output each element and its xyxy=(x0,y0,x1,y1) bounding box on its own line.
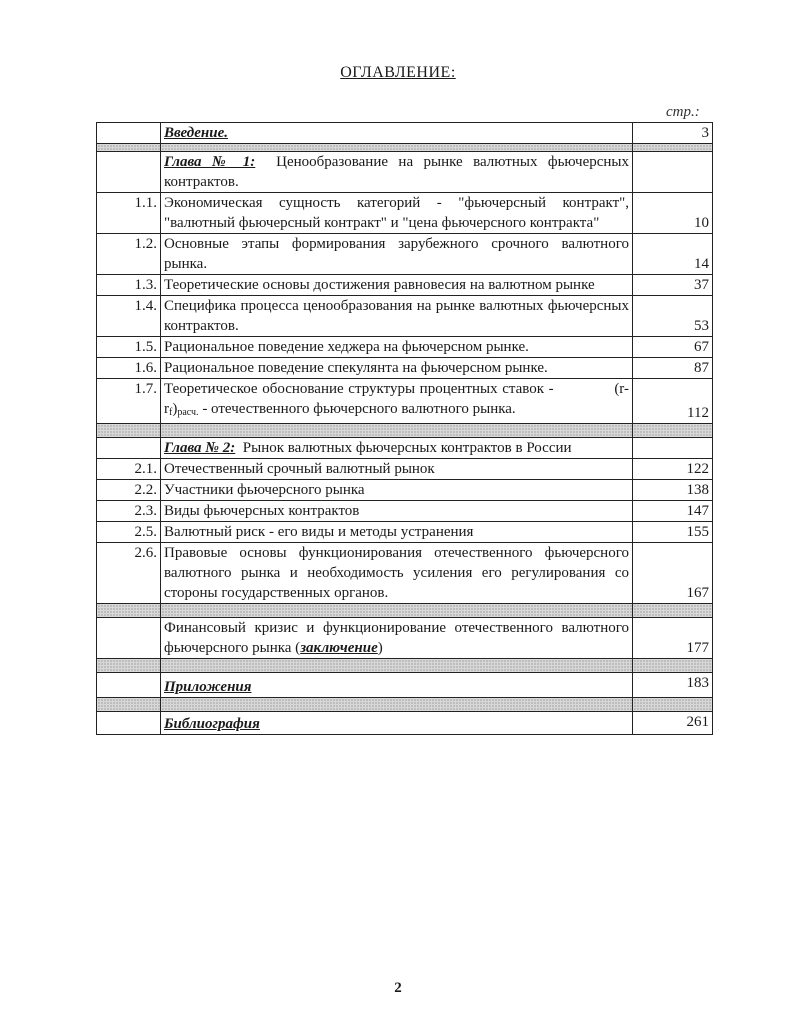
toc-separator xyxy=(97,424,713,438)
toc-num: 1.1. xyxy=(97,193,161,234)
toc-num: 1.7. xyxy=(97,379,161,424)
toc-row-section xyxy=(97,459,713,480)
toc-page: 183 xyxy=(633,673,713,698)
toc-separator xyxy=(97,659,713,673)
toc-num: 1.6. xyxy=(97,358,161,379)
toc-page: 112 xyxy=(633,379,713,424)
chapter1-sections xyxy=(97,193,713,379)
chapter1-title: Ценообразование на рынке валютных фьючерсных контрактов. xyxy=(164,154,630,190)
toc-text: Основные этапы формирования зарубежного срочного валютного рынка. xyxy=(161,234,633,275)
toc-page: 67 xyxy=(633,337,713,358)
toc-row-chapter2 xyxy=(97,438,713,459)
page-number: 2 xyxy=(394,980,402,996)
toc-row-section xyxy=(97,193,713,234)
toc-num: 1.3. xyxy=(97,275,161,296)
toc-text: Валютный риск - его виды и методы устранения xyxy=(161,522,633,543)
toc-num: 1.5. xyxy=(97,337,161,358)
toc-row-chapter1 xyxy=(97,152,713,193)
toc-page: 167 xyxy=(633,543,713,604)
toc-row-intro xyxy=(97,123,713,144)
toc-page: 122 xyxy=(633,459,713,480)
bibliography-label: Библиография xyxy=(164,716,260,732)
toc-row-bibliography xyxy=(97,712,713,735)
toc-separator xyxy=(97,698,713,712)
toc-page: 177 xyxy=(633,618,713,659)
chapter2-title: Рынок валютных фьючерсных контрактов в России xyxy=(242,440,572,456)
toc-row-section xyxy=(97,501,713,522)
page-title: ОГЛАВЛЕНИЕ: xyxy=(340,64,456,81)
toc-row-section xyxy=(97,234,713,275)
toc-page: 155 xyxy=(633,522,713,543)
page-column-label: стр.: xyxy=(666,104,700,120)
toc-row-appendix xyxy=(97,673,713,698)
toc-row-section xyxy=(97,480,713,501)
toc-num: 2.2. xyxy=(97,480,161,501)
toc-page: 261 xyxy=(633,712,713,735)
toc-text: Отечественный срочный валютный рынок xyxy=(161,459,633,480)
toc-text: Теоретические основы достижения равновесия на валютном рынке xyxy=(161,275,633,296)
toc-text: Рациональное поведение спекулянта на фьючерсном рынке. xyxy=(161,358,633,379)
conclusion-label: заключение xyxy=(300,640,378,656)
chapter1-label: Глава № 1: xyxy=(164,154,256,170)
toc-text: Теоретическое обоснование структуры процентных ставок - $(r-r_f)_{расч.}$ - отечественного фьючерсного валютного рынка. xyxy=(161,379,633,424)
toc-num: 1.4. xyxy=(97,296,161,337)
toc-num: 1.2. xyxy=(97,234,161,275)
toc-page: 37 xyxy=(633,275,713,296)
toc-page: 53 xyxy=(633,296,713,337)
toc-page: 14 xyxy=(633,234,713,275)
toc-row-section xyxy=(97,296,713,337)
toc-row-section xyxy=(97,379,713,424)
toc-page: 138 xyxy=(633,480,713,501)
intro-label: Введение. xyxy=(164,125,228,141)
toc-text: Рациональное поведение хеджера на фьючерсном рынке. xyxy=(161,337,633,358)
toc-num: 2.6. xyxy=(97,543,161,604)
chapter2-label: Глава № 2: xyxy=(164,440,236,456)
toc-text: Виды фьючерсных контрактов xyxy=(161,501,633,522)
appendix-label: Приложения xyxy=(164,679,252,695)
toc-table xyxy=(96,122,713,735)
toc-num: 2.5. xyxy=(97,522,161,543)
toc-text: Участники фьючерсного рынка xyxy=(161,480,633,501)
toc-row-section xyxy=(97,543,713,604)
toc-row-section xyxy=(97,337,713,358)
chapter2-sections xyxy=(97,459,713,604)
toc-row-section xyxy=(97,275,713,296)
toc-text: Правовые основы функционирования отечественного фьючерсного валютного рынка и необходимость усиления его регулирования со стороны государственных органов. xyxy=(161,543,633,604)
toc-separator xyxy=(97,604,713,618)
toc-page: 87 xyxy=(633,358,713,379)
toc-row-conclusion: Финансовый кризис и функционирование отечественного валютного фьючерсного рынка (заключение) 177 xyxy=(97,618,713,659)
toc-separator xyxy=(97,144,713,152)
toc-page: 147 xyxy=(633,501,713,522)
toc-page: 3 xyxy=(633,123,713,144)
toc-row-section xyxy=(97,522,713,543)
toc-num: 2.3. xyxy=(97,501,161,522)
toc-num: 2.1. xyxy=(97,459,161,480)
toc-page: 10 xyxy=(633,193,713,234)
toc-text: Экономическая сущность категорий - "фьючерсный контракт", "валютный фьючерсный контракт" и "цена фьючерсного контракта" xyxy=(161,193,633,234)
toc-text: Специфика процесса ценообразования на рынке валютных фьючерсных контрактов. xyxy=(161,296,633,337)
toc-row-section xyxy=(97,358,713,379)
